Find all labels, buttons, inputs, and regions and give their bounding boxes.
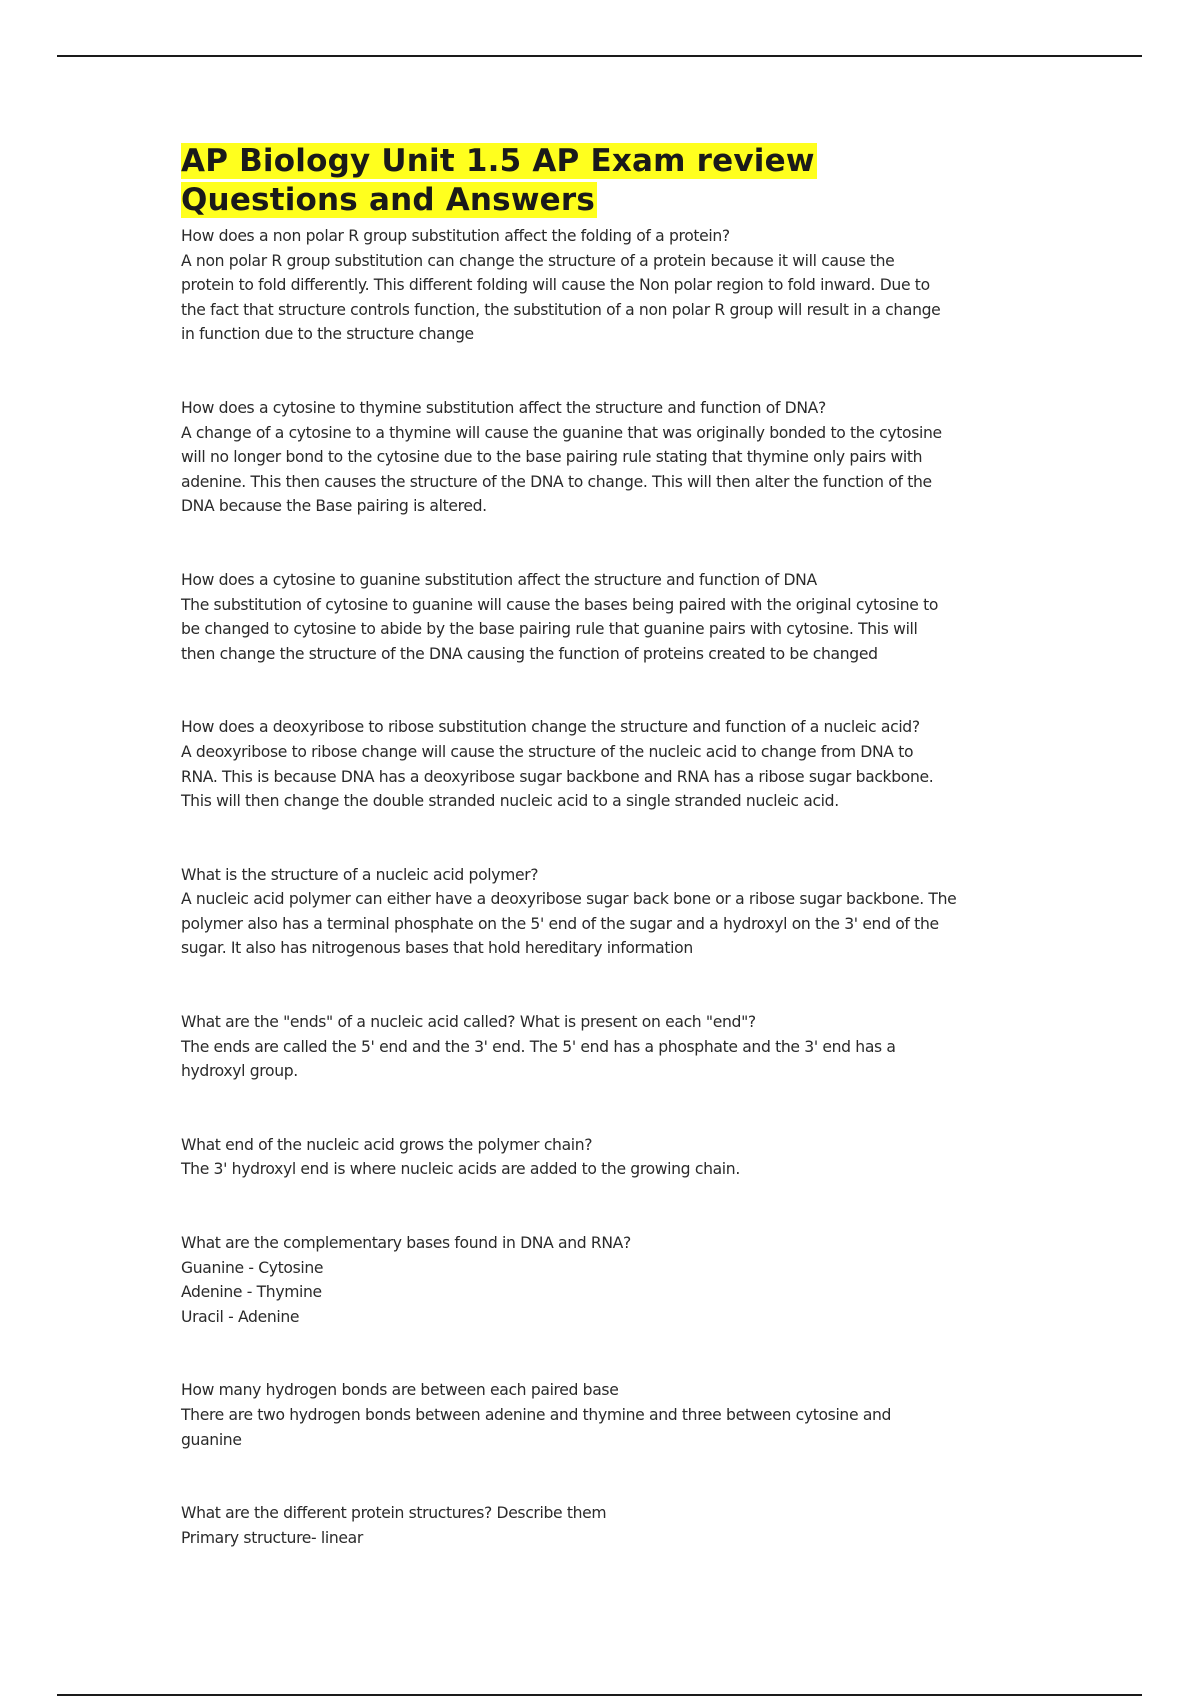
question-text: How does a cytosine to guanine substitution affect the structure and function of DNA (181, 570, 817, 589)
answer-line: A change of a cytosine to a thymine will cause the guanine that was originally bonded to the cytosine (181, 423, 942, 442)
answer-line: Adenine - Thymine (181, 1283, 322, 1302)
answer-line: A nucleic acid polymer can either have a deoxyribose sugar back bone or a ribose sugar backbone. The (181, 890, 957, 909)
title-line-2: Questions and Answers (181, 182, 596, 218)
qa-item (181, 396, 1026, 519)
title-line-1: AP Biology Unit 1.5 AP Exam review (181, 143, 815, 179)
answer-line: RNA. This is because DNA has a deoxyribose sugar backbone and RNA has a ribose sugar backbone. (181, 767, 934, 786)
answer-line: There are two hydrogen bonds between adenine and thymine and three between cytosine and (181, 1406, 892, 1424)
question-text: What end of the nucleic acid grows the polymer chain? (181, 1135, 593, 1154)
answer-line: The substitution of cytosine to guanine will cause the bases being paired with the original cytosine to (181, 595, 939, 614)
answer-line: adenine. This then causes the structure of the DNA to change. This will then alter the function of the (181, 472, 932, 491)
answer-line: guanine (181, 1430, 242, 1449)
qa-item (181, 568, 1026, 666)
footer-rule (57, 1694, 1142, 1696)
question-text: What are the complementary bases found in DNA and RNA? (181, 1234, 631, 1253)
answer-line: Guanine - Cytosine (181, 1258, 324, 1277)
answer-line: hydroxyl group. (181, 1062, 298, 1081)
answer-text (181, 421, 1026, 519)
answer-line: protein to fold differently. This different folding will cause the Non polar region to fold inward. Due to (181, 276, 930, 295)
answer-line: This will then change the double stranded nucleic acid to a single stranded nucleic acid. (181, 792, 839, 811)
answer-text (181, 593, 1026, 667)
qa-item (181, 1133, 1026, 1182)
answer-text (181, 1403, 1026, 1452)
answer-line: then change the structure of the DNA causing the function of proteins created to be changed (181, 644, 878, 663)
answer-line: will no longer bond to the cytosine due to the base pairing rule stating that thymine only pairs with (181, 448, 923, 467)
answer-line: the fact that structure controls function, the substitution of a non polar R group will result in a change (181, 300, 941, 319)
answer-text (181, 1526, 1026, 1551)
question-text: What are the different protein structures? Describe them (181, 1504, 607, 1523)
qa-item (181, 1501, 1026, 1550)
question-text: How many hydrogen bonds are between each paired base (181, 1381, 619, 1400)
document-title (181, 142, 1026, 220)
answer-line: Uracil - Adenine (181, 1307, 300, 1326)
answer-text (181, 249, 1026, 347)
answer-line: A non polar R group substitution can change the structure of a protein because it will cause the (181, 251, 895, 270)
qa-item (181, 224, 1026, 347)
answer-line: The 3' hydroxyl end is where nucleic acids are added to the growing chain. (181, 1160, 740, 1179)
question-text: What is the structure of a nucleic acid polymer? (181, 865, 539, 884)
question-text: How does a deoxyribose to ribose substitution change the structure and function of a nucleic acid? (181, 718, 920, 737)
qa-item (181, 1010, 1026, 1084)
qa-item (181, 1378, 1026, 1452)
question-text: How does a cytosine to thymine substitution affect the structure and function of DNA? (181, 398, 826, 417)
answer-line: be changed to cytosine to abide by the base pairing rule that guanine pairs with cytosine. This will (181, 620, 918, 639)
answer-line: polymer also has a terminal phosphate on the 5' end of the sugar and a hydroxyl on the 3' end of the (181, 914, 939, 933)
qa-item (181, 1231, 1026, 1329)
answer-text (181, 887, 1026, 961)
answer-text (181, 740, 1026, 814)
answer-text (181, 1035, 1026, 1084)
answer-line: in function due to the structure change (181, 325, 474, 344)
answer-line: A deoxyribose to ribose change will cause the structure of the nucleic acid to change from DNA to (181, 742, 914, 761)
question-text: What are the "ends" of a nucleic acid called? What is present on each "end"? (181, 1013, 756, 1032)
answer-line: DNA because the Base pairing is altered. (181, 497, 487, 516)
answer-text (181, 1256, 1026, 1330)
qa-item (181, 863, 1026, 961)
answer-text (181, 1157, 1026, 1182)
answer-line: Primary structure- linear (181, 1528, 363, 1547)
question-text: How does a non polar R group substitution affect the folding of a protein? (181, 227, 730, 245)
document-body (181, 142, 1026, 1550)
answer-line: The ends are called the 5' end and the 3' end. The 5' end has a phosphate and the 3' end has a (181, 1037, 896, 1056)
qa-item (181, 715, 1026, 813)
header-rule (57, 55, 1142, 57)
qa-list (181, 224, 1026, 1550)
answer-line: sugar. It also has nitrogenous bases that hold hereditary information (181, 939, 693, 958)
